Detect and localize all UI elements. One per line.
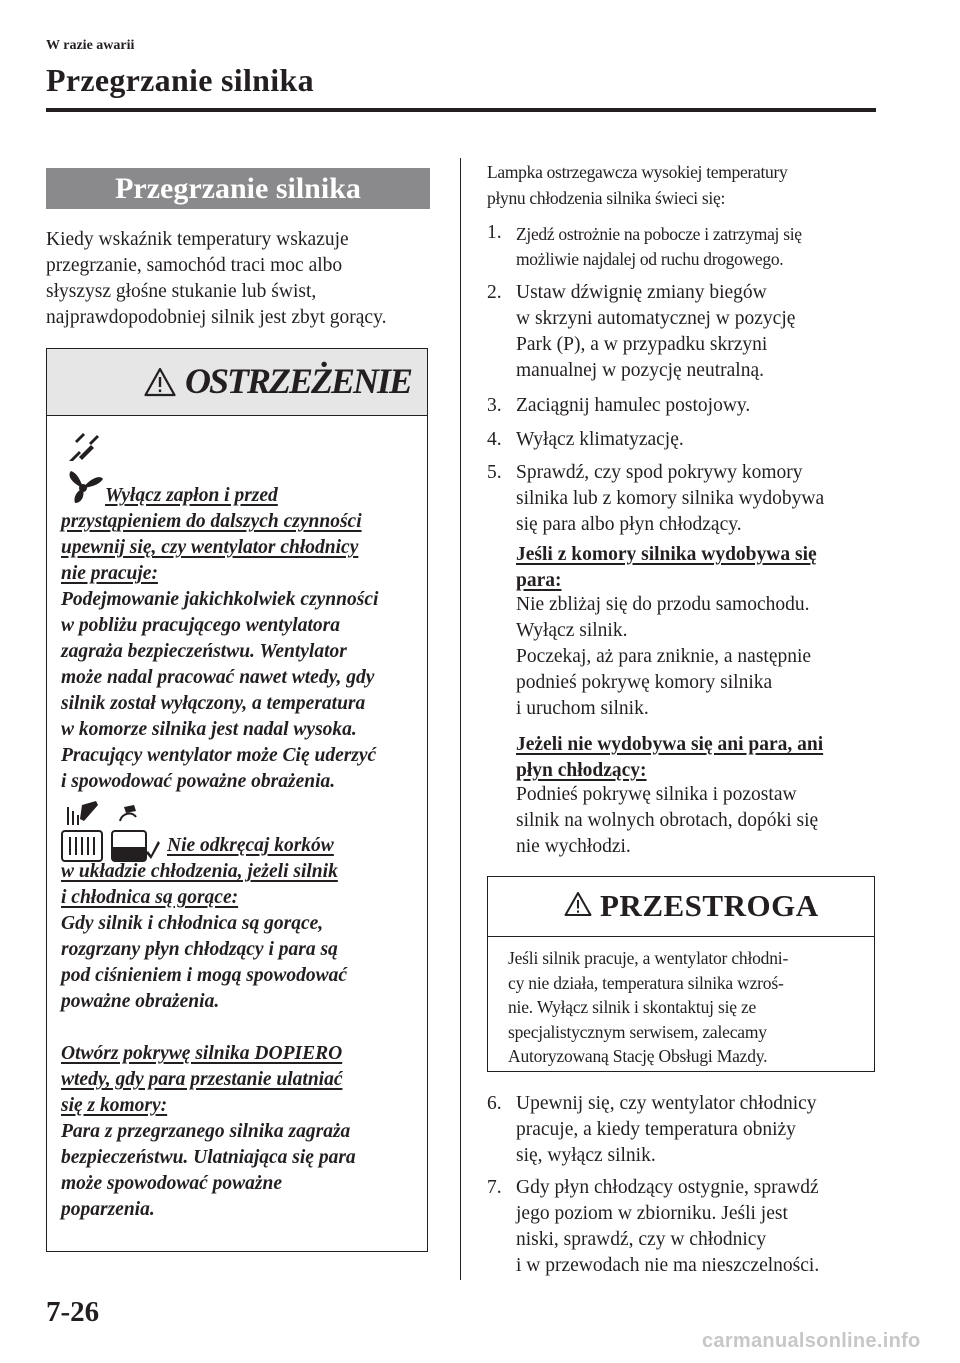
- page-title: Przegrzanie silnika: [46, 62, 314, 98]
- warning-line: poparzenia.: [61, 1199, 155, 1220]
- warning-line: Otwórz pokrywę silnika DOPIERO: [61, 1043, 343, 1064]
- caution-line: cy nie działa, temperatura silnika wzroś-: [508, 972, 784, 993]
- caution-triangle-icon: [564, 891, 592, 917]
- warning-line: Pracujący wentylator może Cię uderzyć: [61, 745, 377, 766]
- step-line: Upewnij się, czy wentylator chłodnicy: [516, 1093, 817, 1114]
- warning-label: OSTRZEŻENIE: [185, 361, 412, 401]
- caution-line: Jeśli silnik pracuje, a wentylator chłodni-: [508, 948, 789, 968]
- warning-line: pod ciśnieniem i mogą spowodować: [61, 965, 348, 986]
- warning-line: rozgrzany płyn chłodzący i para są: [61, 939, 338, 960]
- caution-line: Autoryzowaną Stację Obsługi Mazdy.: [508, 1046, 768, 1066]
- warning-header: [47, 349, 427, 416]
- intro-line: przegrzanie, samochód traci moc albo: [46, 255, 343, 276]
- no-steam-heading: Jeżeli nie wydobywa się ani para, ani: [516, 734, 824, 755]
- warning-line: i spowodować poważne obrażenia.: [61, 771, 336, 792]
- steam-line: Poczekaj, aż para zniknie, a następnie: [516, 646, 812, 667]
- steam-line: Wyłącz silnik.: [516, 620, 628, 641]
- step-number: 1.: [487, 222, 502, 243]
- warning-line: przystąpieniem do dalszych czynności: [61, 511, 362, 532]
- no-steam-heading: płyn chłodzący:: [516, 760, 647, 781]
- step-line: się para albo płyn chłodzący.: [516, 514, 742, 535]
- steam-heading: para:: [516, 570, 562, 591]
- warning-line: i chłodnica są gorące:: [61, 887, 239, 908]
- warning-line: silnik został wyłączony, a temperatura: [61, 693, 366, 714]
- caution-box: [487, 876, 875, 1072]
- step-line: Ustaw dźwignię zmiany biegów: [516, 282, 767, 303]
- caution-label: PRZESTROGA: [600, 888, 819, 923]
- warning-line: w układzie chłodzenia, jeżeli silnik: [61, 861, 338, 882]
- warning-line: może spowodować poważne: [61, 1173, 283, 1194]
- warning-line: w pobliżu pracującego wentylatora: [61, 615, 340, 636]
- step-line: Sprawdź, czy spod pokrywy komory: [516, 462, 803, 483]
- step-number: 6.: [487, 1093, 502, 1114]
- warning-line: może nadal pracować nawet wtedy, gdy: [61, 667, 375, 688]
- warning-line: poważne obrażenia.: [61, 991, 220, 1012]
- page-number: 7-26: [46, 1296, 100, 1328]
- step-number: 2.: [487, 282, 502, 303]
- step-line: pracuje, a kiedy temperatura obniży: [516, 1119, 796, 1140]
- step-number: 7.: [487, 1177, 502, 1198]
- step-line: możliwie najdalej od ruchu drogowego.: [516, 249, 784, 269]
- no-open-cap-icon: [60, 801, 160, 863]
- step-line: Zjedź ostrożnie na pobocze i zatrzymaj się: [516, 224, 802, 244]
- steam-line: i uruchom silnik.: [516, 698, 649, 719]
- no-steam-line: nie wychłodzi.: [516, 836, 631, 857]
- caution-line: nie. Wyłącz silnik i skontaktuj się ze: [508, 997, 757, 1017]
- caution-line: specjalistycznym serwisem, zalecamy: [508, 1021, 767, 1042]
- step-line: silnika lub z komory silnika wydobywa: [516, 488, 825, 509]
- steam-line: Nie zbliżaj się do przodu samochodu.: [516, 594, 810, 615]
- step-number: 4.: [487, 429, 502, 450]
- step-line: Wyłącz klimatyzację.: [516, 429, 684, 450]
- section-banner: Przegrzanie silnika: [46, 168, 430, 209]
- watermark[interactable]: carmanualsonline.info: [702, 1330, 921, 1352]
- step-line: i w przewodach nie ma nieszczelności.: [516, 1255, 820, 1276]
- warning-line: Nie odkręcaj korków: [167, 835, 334, 856]
- right-intro-line: Lampka ostrzegawcza wysokiej temperatury: [487, 162, 788, 182]
- section-label: W razie awarii: [46, 38, 135, 53]
- no-steam-line: silnik na wolnych obrotach, dopóki się: [516, 810, 819, 831]
- caution-header: [488, 877, 874, 937]
- step-number: 3.: [487, 395, 502, 416]
- intro-paragraph: [46, 227, 436, 331]
- step-line: niski, sprawdź, czy w chłodnicy: [516, 1229, 767, 1250]
- column-divider: [460, 158, 461, 1280]
- warning-line: Para z przegrzanego silnika zagraża: [61, 1121, 351, 1142]
- steam-line: podnieś pokrywę komory silnika: [516, 672, 773, 693]
- step-line: jego poziom w zbiorniku. Jeśli jest: [516, 1203, 788, 1224]
- step-line: manualnej w pozycję neutralną.: [516, 360, 764, 381]
- no-touch-fan-icon: [61, 431, 107, 505]
- step-line: w skrzyni automatycznej w pozycję: [516, 308, 796, 329]
- steam-heading: Jeśli z komory silnika wydobywa się: [516, 544, 817, 565]
- step-line: Zaciągnij hamulec postojowy.: [516, 395, 751, 416]
- warning-line: wtedy, gdy para przestanie ulatniać: [61, 1069, 343, 1090]
- header-divider: [46, 108, 876, 112]
- step-line: się, wyłącz silnik.: [516, 1145, 656, 1166]
- intro-line: najprawdopodobniej silnik jest zbyt gorący.: [46, 307, 387, 328]
- caution-text: [508, 946, 788, 1069]
- warning-line: zagraża bezpieczeństwu. Wentylator: [61, 641, 347, 662]
- intro-line: Kiedy wskaźnik temperatury wskazuje: [46, 229, 349, 250]
- warning-line: w komorze silnika jest nadal wysoka.: [61, 719, 357, 740]
- warning-triangle-icon: [144, 367, 176, 397]
- warning-line: nie pracuje:: [61, 563, 158, 584]
- step-number: 5.: [487, 462, 502, 483]
- step-line: Park (P), a w przypadku skrzyni: [516, 334, 768, 355]
- warning-line: Wyłącz zapłon i przed: [105, 485, 278, 506]
- warning-line: Podejmowanie jakichkolwiek czynności: [61, 589, 379, 610]
- warning-box: [46, 348, 428, 1252]
- warning-line: Gdy silnik i chłodnica są gorące,: [61, 913, 324, 934]
- warning-line: się z komory:: [61, 1095, 168, 1116]
- no-steam-line: Podnieś pokrywę silnika i pozostaw: [516, 784, 797, 805]
- warning-line: upewnij się, czy wentylator chłodnicy: [61, 537, 359, 558]
- intro-line: słyszysz głośne stukanie lub świst,: [46, 281, 317, 302]
- right-intro-line: płynu chłodzenia silnika świeci się:: [487, 188, 726, 208]
- warning-line: bezpieczeństwu. Ulatniająca się para: [61, 1147, 356, 1168]
- step-line: Gdy płyn chłodzący ostygnie, sprawdź: [516, 1177, 819, 1198]
